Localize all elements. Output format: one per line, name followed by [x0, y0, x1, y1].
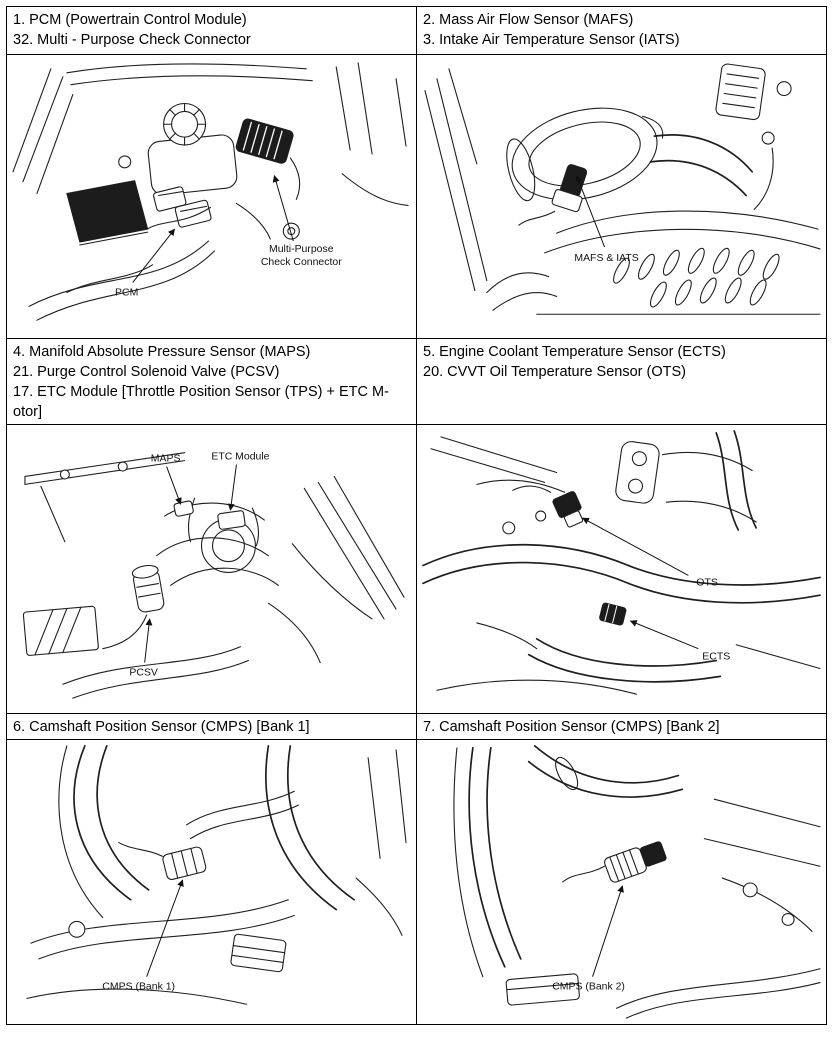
callout-pcm: PCM	[115, 287, 139, 299]
leader-cmps-bank1	[147, 880, 183, 977]
engine-bay-line-art	[27, 746, 406, 1004]
cmps-bank2-connector-drawing	[603, 839, 668, 883]
figure-cell-maps	[7, 425, 417, 714]
pcsv-drawing	[131, 564, 165, 613]
callout-etc-module: ETC Module	[211, 451, 270, 463]
leader-cmps-bank2	[593, 886, 623, 977]
component-entry-4: 4. Manifold Absolute Pressure Sensor (MAPS)	[13, 344, 311, 360]
leader-etc-module	[230, 465, 236, 511]
component-entry-21: 21. Purge Control Solenoid Valve (PCSV)	[13, 364, 280, 380]
component-entry-5: 5. Engine Coolant Temperature Sensor (ECTS)	[423, 344, 726, 360]
mafs-location-figure	[417, 55, 826, 338]
cmps-bank1-location-figure	[7, 740, 416, 1024]
ects-sensor-drawing	[599, 603, 627, 626]
cmps-bank1-connector-drawing	[162, 846, 207, 880]
ects-ots-location-figure	[417, 425, 826, 713]
component-entry-17-wrap: otor]	[13, 404, 43, 420]
component-entry-3: 3. Intake Air Temperature Sensor (IATS)	[423, 32, 680, 48]
header-cell-mafs	[417, 7, 827, 55]
leader-maps	[167, 467, 181, 505]
leader-pcm	[133, 229, 175, 282]
component-entry-7: 7. Camshaft Position Sensor (CMPS) [Bank 2]	[423, 719, 720, 735]
figure-cell-pcm	[7, 55, 417, 339]
callout-mafs-iats: MAFS & IATS	[574, 252, 639, 264]
ots-sensor-drawing	[552, 491, 587, 530]
pcm-location-figure	[7, 55, 416, 338]
component-entry-32: 32. Multi - Purpose Check Connector	[13, 32, 251, 48]
callout-ots: OTS	[696, 577, 718, 589]
header-cell-cmps2	[417, 714, 827, 740]
callout-maps: MAPS	[150, 453, 181, 465]
service-manual-page	[6, 6, 826, 1025]
component-entry-1: 1. PCM (Powertrain Control Module)	[13, 12, 247, 28]
callout-multi-purpose-line1: Multi-Purpose	[269, 243, 334, 255]
callout-ects: ECTS	[702, 651, 731, 663]
header-cell-cmps1	[7, 714, 417, 740]
leader-ects	[630, 621, 698, 649]
leader-pcsv	[145, 619, 150, 663]
figure-cell-mafs	[417, 55, 827, 339]
header-cell-pcm	[7, 7, 417, 55]
engine-bay-line-art	[13, 63, 408, 320]
maps-sensor-drawing	[174, 500, 194, 516]
component-entry-2: 2. Mass Air Flow Sensor (MAFS)	[423, 12, 634, 28]
header-cell-maps	[7, 339, 417, 425]
engine-bay-line-art	[423, 431, 820, 694]
figure-cell-cmps2	[417, 740, 827, 1025]
component-entry-6: 6. Camshaft Position Sensor (CMPS) [Bank 1]	[13, 719, 310, 735]
callout-cmps-bank2: CMPS (Bank 2)	[552, 981, 625, 993]
header-cell-ects	[417, 339, 827, 425]
figure-cell-cmps1	[7, 740, 417, 1025]
etc-module-drawing	[217, 510, 245, 529]
component-entry-20: 20. CVVT Oil Temperature Sensor (OTS)	[423, 364, 686, 380]
cmps-bank2-location-figure	[417, 740, 826, 1024]
component-location-table	[6, 6, 827, 1025]
engine-bay-line-art	[425, 63, 820, 314]
multi-purpose-connector-drawing	[235, 118, 294, 165]
figure-cell-ects	[417, 425, 827, 714]
engine-bay-line-art	[454, 746, 820, 1018]
leader-ots	[583, 518, 689, 575]
callout-pcsv: PCSV	[129, 667, 158, 679]
component-entry-17: 17. ETC Module [Throttle Position Sensor (TPS) + ETC M-	[13, 384, 389, 400]
callout-multi-purpose-line2: Check Connector	[260, 256, 342, 268]
engine-bay-line-art	[23, 453, 404, 698]
callout-cmps-bank1: CMPS (Bank 1)	[102, 981, 176, 993]
maps-etc-pcsv-location-figure	[7, 425, 416, 713]
